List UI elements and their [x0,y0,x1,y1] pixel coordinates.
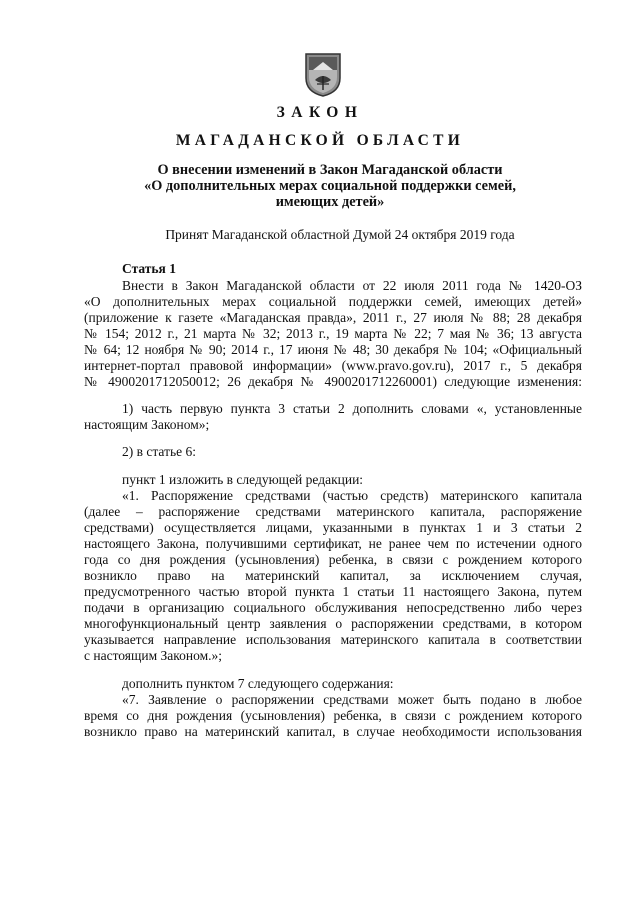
law-title-line: «О дополнительных мерах социальной поддержки семей, [144,178,516,194]
article-heading: Статья 1 [122,261,176,276]
text-line: с настоящим Законом.»; [84,648,223,663]
text-line: года со дня рождения (усыновления) ребенка, в связи с рождением которого [84,552,582,567]
text-line: № 64; 12 ноября № 90; 2014 г., 17 июня № 48; 30 декабря № 104; «Официальный [84,342,582,357]
text-line: № 4900201712050012; 26 декабря № 4900201712260001) следующие изменения: [84,374,582,389]
text-line: пункт 1 изложить в следующей редакции: [122,472,364,487]
text-line: 1) часть первую пункта 3 статьи 2 дополнить словами «, установленные [122,401,582,416]
text-line: настоящим Законом»; [84,417,210,432]
text-line: (далее – распоряжение средствами материнского капитала, распоряжение [84,504,582,519]
text-line: (приложение к газете «Магаданская правда», 2011 г., 27 июля № 88; 28 декабря [84,310,582,325]
text-line: Внести в Закон Магаданской области от 22 июля 2011 года № 1420-ОЗ [122,278,582,293]
text-line: «О дополнительных мерах социальной поддержки семей, имеющих детей» [84,294,582,309]
text-line: «7. Заявление о распоряжении средствами может быть подано в любое [122,692,582,707]
text-line: интернет-портал правовой информации» (www.pravo.gov.ru), 2017 г., 5 декабря [84,358,582,373]
text-line: предусмотренного частью второй пункта 1 статьи 11 настоящего Закона, путем [84,584,582,599]
text-line: указывается направление использования материнского капитала в соответствии [84,632,582,647]
text-line: «1. Распоряжение средствами (частью средств) материнского капитала [122,488,582,503]
text-line: возникло право на материнский капитал, в случае необходимости использования [84,724,582,739]
law-title-line: О внесении изменений в Закон Магаданской области [157,162,503,178]
adoption-statement: Принят Магаданской областной Думой 24 октября 2019 года [165,227,515,242]
text-line: настоящего Закона, получившими сертификат, не ранее чем по истечении одного [84,536,582,551]
text-line: 2) в статье 6: [122,444,196,459]
text-line: дополнить пунктом 7 следующего содержания: [122,676,394,691]
law-title [70,162,590,210]
text-line: время со дня рождения (усыновления) ребенка, в связи с рождением которого [84,708,582,723]
text-line: № 154; 2012 г., 21 марта № 32; 2013 г., 19 марта № 22; 7 мая № 36; 13 августа [84,326,582,341]
law-heading: ЗАКОН [276,104,364,121]
law-title-line: имеющих детей» [275,194,385,210]
text-line: возникло право на материнский капитал, за исключением случая, [84,568,582,583]
region-heading: МАГАДАНСКОЙ ОБЛАСТИ [175,132,465,149]
text-line: средствами) осуществляется лицами, указанными в пунктах 1 и 3 статьи 2 [84,520,582,535]
coat-of-arms-emblem [303,50,343,98]
text-line: многофункциональный центр заявления о распоряжении средствами, в котором [84,616,582,631]
text-line: подачи в организацию социального обслуживания непосредственно либо через [84,600,582,615]
